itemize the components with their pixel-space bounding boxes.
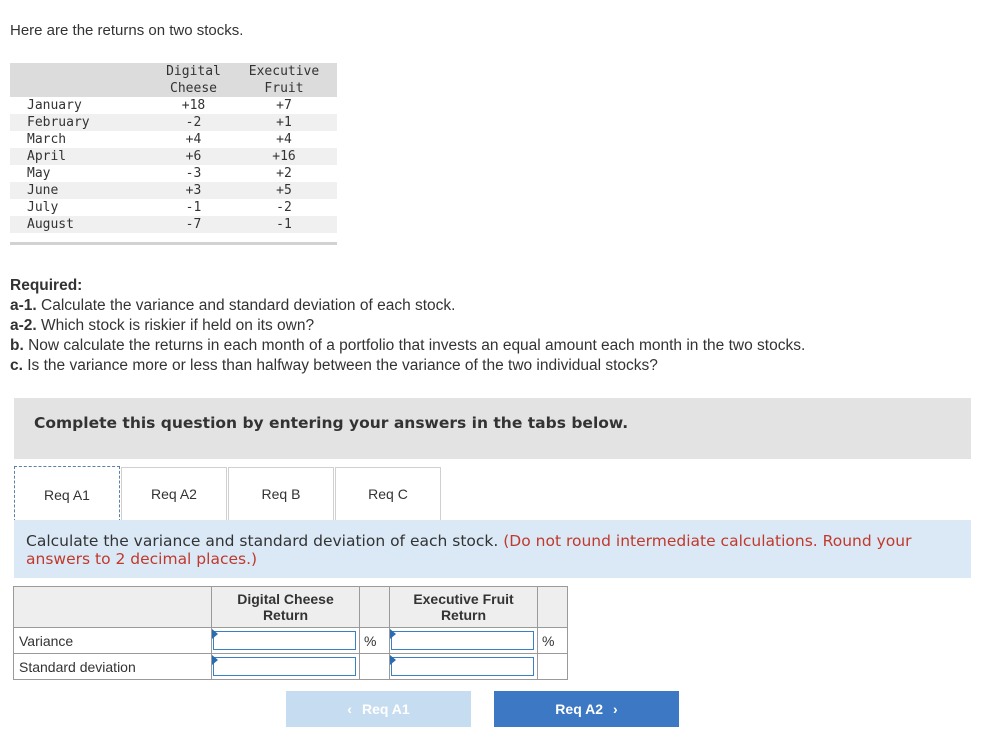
intro-text: Here are the returns on two stocks. — [10, 22, 244, 39]
header-dc-line2: Cheese — [170, 81, 217, 96]
banner-text: Complete this question by entering your answers in the tabs below. — [34, 414, 629, 432]
std-dev-row — [14, 654, 568, 680]
month-cell: February — [10, 114, 156, 131]
table-row — [10, 182, 337, 199]
input-marker-icon — [390, 629, 396, 639]
variance-row — [14, 628, 568, 654]
answer-header-pct-spacer — [360, 587, 390, 628]
percent-sign: % — [360, 628, 390, 654]
answer-header-row — [14, 587, 568, 628]
dc-return-cell: +18 — [181, 98, 206, 113]
month-cell: July — [27, 200, 59, 215]
required-title: Required: — [10, 277, 83, 294]
month-cell: January — [27, 98, 82, 113]
month-cell: May — [27, 166, 51, 181]
next-button-label: Req A2 — [555, 701, 604, 717]
table-row — [10, 148, 337, 165]
c-text: Is the variance more or less than halfway between the variance of the two individual stocks? — [22, 357, 658, 374]
variance-label: Variance — [14, 628, 212, 654]
tab-instructions — [14, 520, 971, 578]
a1-text: Calculate the variance and standard deviation of each stock. — [36, 297, 456, 314]
col2-line1: Executive Fruit — [413, 591, 514, 607]
std-dev-ef-cell — [390, 654, 538, 680]
header-ef-line2: Fruit — [264, 81, 304, 96]
input-marker-icon — [390, 655, 396, 665]
col1-line2: Return — [262, 607, 309, 623]
std-dev-digital-cheese-input[interactable] — [213, 657, 356, 676]
tab-req-b[interactable] — [228, 467, 334, 520]
answer-header-executive-fruit — [390, 587, 538, 628]
tab-label: Req A2 — [151, 486, 197, 502]
table-row — [10, 114, 337, 131]
answer-table — [13, 586, 568, 680]
month-cell: August — [10, 216, 156, 233]
tab-req-a1[interactable] — [14, 466, 120, 522]
tab-label: Req C — [368, 486, 408, 502]
table-row — [10, 165, 337, 182]
input-marker-icon — [212, 629, 218, 639]
requirement-b — [10, 336, 805, 356]
std-dev-dc-cell — [212, 654, 360, 680]
a1-label: a-1. — [10, 297, 37, 314]
dc-return-cell: -1 — [185, 200, 202, 215]
tab-req-c[interactable] — [335, 467, 441, 520]
std-dev-label: Standard deviation — [14, 654, 212, 680]
instruction-note: (Do not round intermediate calculations. Round your answers to 2 decimal places.) — [26, 532, 912, 568]
returns-header-month — [10, 63, 156, 97]
ef-return-cell: -1 — [231, 216, 337, 233]
col2-line2: Return — [440, 607, 487, 623]
chevron-left-icon: ‹ — [347, 701, 352, 717]
instruction-text: Calculate the variance and standard deviation of each stock. — [26, 532, 504, 550]
answer-header-blank — [14, 587, 212, 628]
month-cell: April — [10, 148, 156, 165]
variance-ef-cell — [390, 628, 538, 654]
month-cell: March — [27, 132, 67, 147]
variance-dc-cell — [212, 628, 360, 654]
table-bottom-rule — [10, 239, 337, 244]
ef-return-cell: +16 — [231, 148, 337, 165]
ef-return-cell: +1 — [231, 114, 337, 131]
col1-line1: Digital Cheese — [237, 591, 334, 607]
answer-header-pct-spacer — [538, 587, 568, 628]
instructions-banner — [14, 398, 971, 459]
dc-return-cell: +3 — [156, 182, 231, 199]
ef-return-cell: -2 — [276, 200, 292, 215]
b-label: b. — [10, 337, 24, 354]
requirement-c — [10, 356, 805, 376]
returns-header-executive-fruit — [231, 63, 337, 97]
ef-return-cell: +7 — [276, 98, 292, 113]
returns-header-digital-cheese — [156, 63, 231, 97]
b-text: Now calculate the returns in each month of a portfolio that invests an equal amount each month in the two stocks. — [23, 337, 806, 354]
header-ef-line1: Executive — [248, 64, 320, 79]
returns-header-row — [10, 63, 337, 97]
tab-label: Req B — [261, 486, 301, 502]
pct-empty-cell — [360, 654, 390, 680]
percent-sign: % — [538, 628, 568, 654]
dc-return-cell: +4 — [185, 132, 202, 147]
next-req-button[interactable] — [494, 691, 679, 727]
variance-digital-cheese-input[interactable] — [213, 631, 356, 650]
ef-return-cell: +4 — [276, 132, 292, 147]
a2-label: a-2. — [10, 317, 37, 334]
dc-return-cell: -7 — [156, 216, 231, 233]
prev-button-label: Req A1 — [361, 701, 410, 717]
dc-return-cell: +6 — [156, 148, 231, 165]
pct-empty-cell — [538, 654, 568, 680]
answer-header-digital-cheese — [212, 587, 360, 628]
returns-table — [10, 63, 337, 245]
std-dev-executive-fruit-input[interactable] — [391, 657, 534, 676]
table-row — [10, 216, 337, 233]
variance-executive-fruit-input[interactable] — [391, 631, 534, 650]
chevron-right-icon: › — [613, 701, 618, 717]
header-dc-line1: Digital — [166, 64, 221, 79]
dc-return-cell: -2 — [156, 114, 231, 131]
table-row — [10, 199, 337, 216]
requirement-a2 — [10, 316, 805, 336]
table-row — [10, 97, 337, 114]
required-section — [10, 276, 805, 376]
ef-return-cell: +2 — [276, 166, 292, 181]
requirement-a1 — [10, 296, 805, 316]
ef-return-cell: +5 — [231, 182, 337, 199]
month-cell: June — [10, 182, 156, 199]
dc-return-cell: -3 — [185, 166, 202, 181]
input-marker-icon — [212, 655, 218, 665]
a2-text: Which stock is riskier if held on its own? — [36, 317, 315, 334]
tab-req-a2[interactable] — [121, 467, 227, 520]
tab-label: Req A1 — [44, 486, 90, 503]
table-row — [10, 131, 337, 148]
c-label: c. — [10, 357, 23, 374]
prev-req-button[interactable] — [286, 691, 471, 727]
